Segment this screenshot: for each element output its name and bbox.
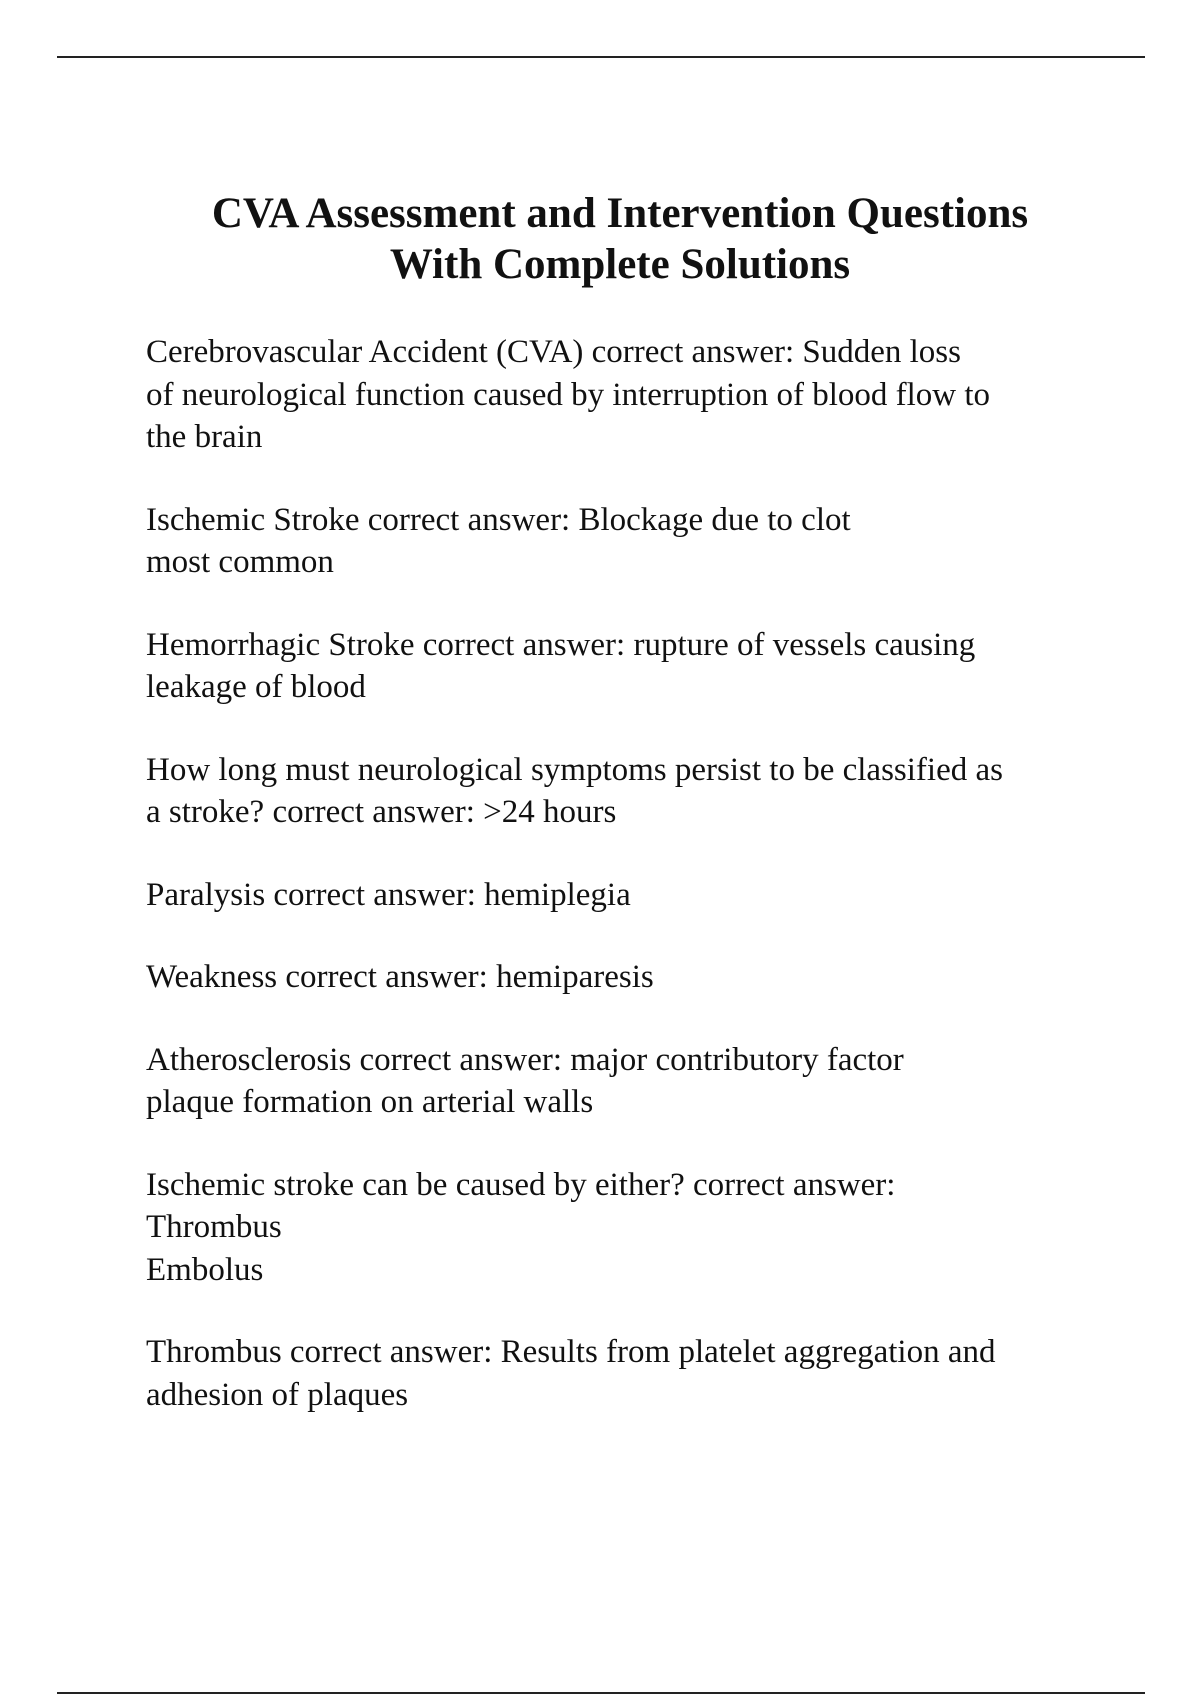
qa-list bbox=[146, 331, 1106, 1456]
entry-line: Embolus bbox=[146, 1251, 264, 1288]
entry-line: Paralysis correct answer: hemiplegia bbox=[146, 876, 631, 913]
entry-line: adhesion of plaques bbox=[146, 1376, 409, 1413]
qa-entry-weakness bbox=[146, 956, 1106, 999]
qa-entry-paralysis bbox=[146, 874, 1106, 917]
entry-line: Ischemic Stroke correct answer: Blockage due to clot bbox=[146, 501, 851, 538]
top-rule bbox=[57, 56, 1145, 58]
document-title bbox=[100, 188, 1140, 290]
entry-line: Ischemic stroke can be caused by either? correct answer: bbox=[146, 1166, 896, 1203]
entry-line: How long must neurological symptoms persist to be classified as bbox=[146, 751, 1003, 788]
bottom-rule bbox=[57, 1692, 1145, 1694]
entry-line: Weakness correct answer: hemiparesis bbox=[146, 959, 654, 995]
entry-line: the brain bbox=[146, 419, 263, 455]
entry-line: leakage of blood bbox=[146, 669, 366, 705]
entry-line: Thrombus correct answer: Results from platelet aggregation and bbox=[146, 1334, 996, 1370]
entry-line: most common bbox=[146, 544, 334, 580]
qa-entry-thrombus bbox=[146, 1331, 1106, 1416]
entry-line: a stroke? correct answer: >24 hours bbox=[146, 794, 617, 830]
entry-line: Cerebrovascular Accident (CVA) correct answer: Sudden loss bbox=[146, 334, 961, 370]
entry-line: plaque formation on arterial walls bbox=[146, 1084, 594, 1120]
qa-entry-hemorrhagic-stroke bbox=[146, 624, 1106, 709]
qa-entry-ischemic-stroke bbox=[146, 499, 1106, 584]
qa-entry-symptom-duration bbox=[146, 749, 1106, 834]
entry-line: Thrombus bbox=[146, 1209, 282, 1245]
entry-line: Hemorrhagic Stroke correct answer: rupture of vessels causing bbox=[146, 626, 976, 663]
entry-line: of neurological function caused by interruption of blood flow to bbox=[146, 376, 991, 413]
title-line-1: CVA Assessment and Intervention Questions bbox=[211, 190, 1029, 237]
qa-entry-atherosclerosis bbox=[146, 1039, 1106, 1124]
entry-line: Atherosclerosis correct answer: major contributory factor bbox=[146, 1041, 904, 1078]
title-line-2: With Complete Solutions bbox=[389, 241, 851, 288]
qa-entry-cva bbox=[146, 331, 1106, 459]
qa-entry-ischemic-causes bbox=[146, 1164, 1106, 1292]
